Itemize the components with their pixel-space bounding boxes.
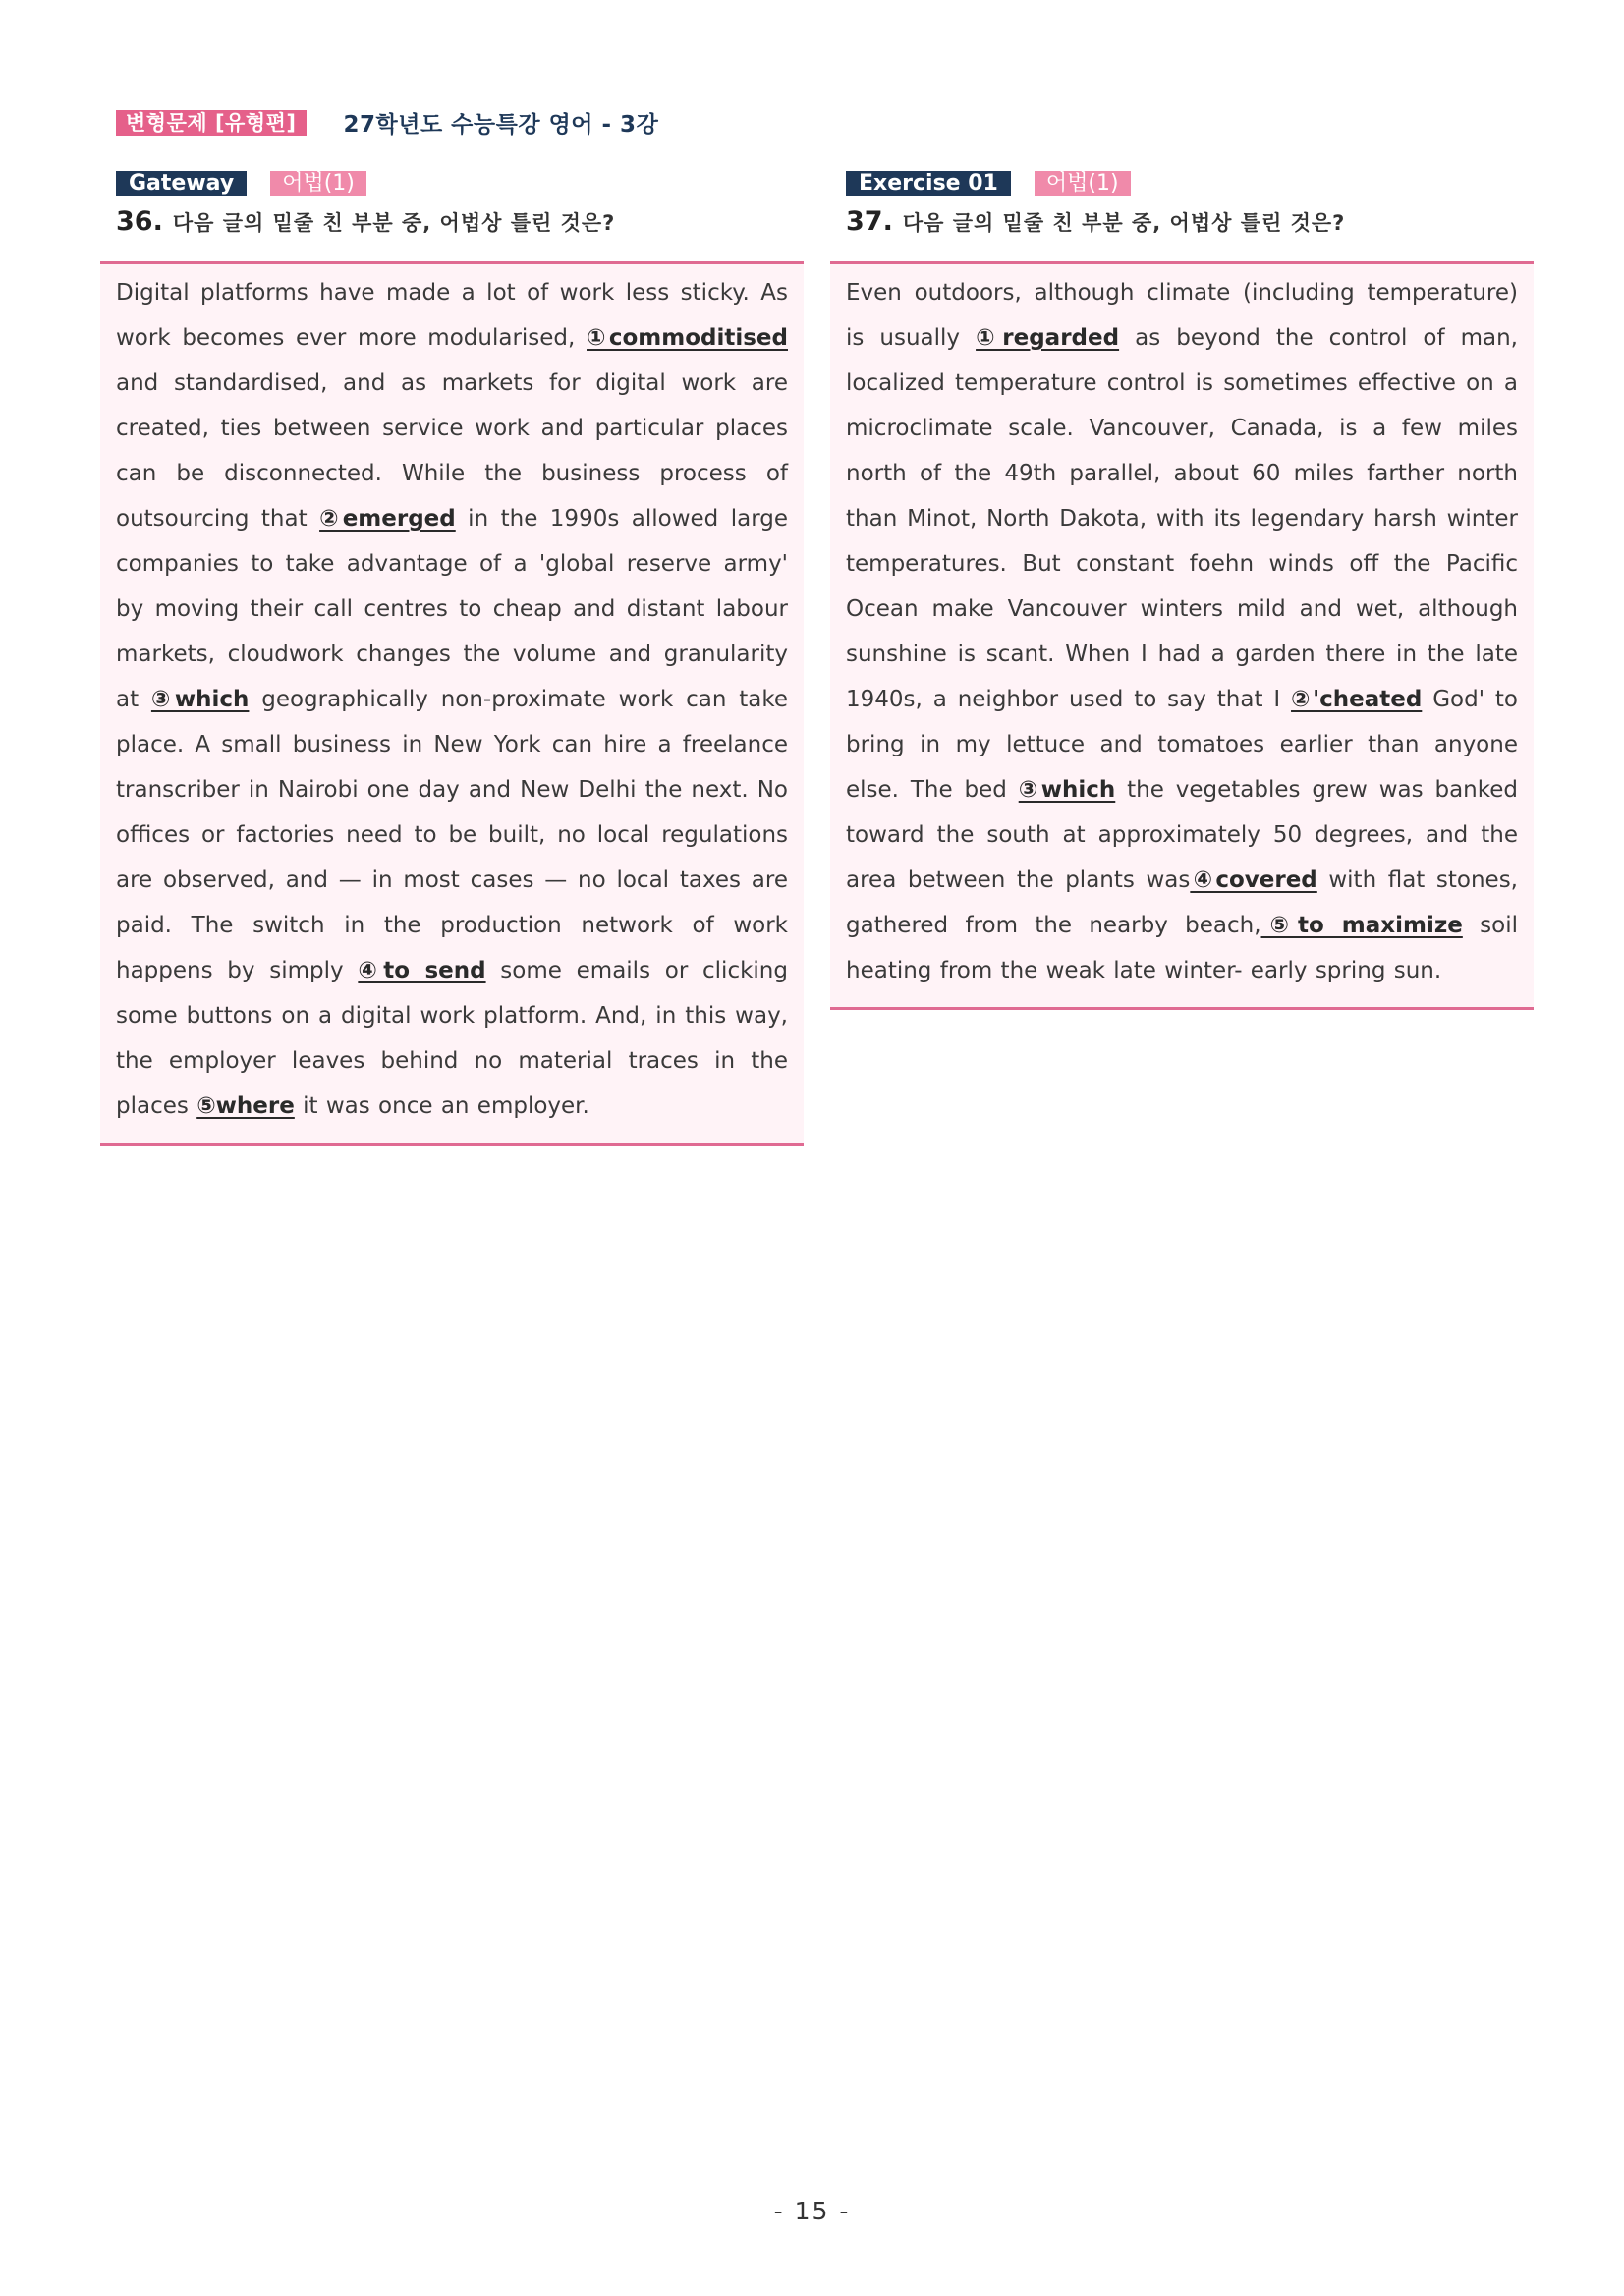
question-text: 다음 글의 밑줄 친 부분 중, 어법상 틀린 것은?	[172, 211, 616, 235]
passage-run: geographically non-proximate work can take place. A small business in New York can hire a freelance transcriber in Nairobi one day and New Delhi the next. No offices or factories need to be built, no local regulations are observed, and — in most cases — no local taxes are paid. The switch in the production network of work happens by simply	[116, 687, 788, 983]
question-36	[100, 171, 804, 1146]
tag-type: Exercise 01	[846, 171, 1011, 196]
tag-category: 어법(1)	[1035, 171, 1131, 196]
tag-type: Gateway	[116, 171, 247, 196]
underlined-choice: ②emerged	[319, 506, 456, 532]
passage-run: some emails or clicking some buttons on a digital work platform. And, in this way, the employer leaves behind no material traces in the places	[116, 958, 788, 1119]
page-title: 27학년도 수능특강 영어 - 3강	[343, 112, 659, 138]
underlined-choice: ③which	[150, 687, 250, 712]
passage-box	[830, 261, 1534, 1010]
passage-run: and standardised, and as markets for digital work are created, ties between service work and particular places can be disconnected. While the business process of outsourcing that	[116, 370, 788, 532]
passage-run: in the 1990s allowed large companies to take advantage of a 'global reserve army' by moving their call centres to cheap and distant labour markets, cloudwork changes the volume and granularity at	[116, 506, 789, 712]
series-badge: 변형문제 [유형편]	[116, 110, 307, 136]
passage-run: soil heating from the weak late winter- early spring sun.	[846, 913, 1518, 983]
passage-run: as beyond the control of man, localized temperature control is sometimes effective on a microclimate scale. Vancouver, Canada, is a few miles north of the 49th parallel, about 60 miles farther north than Minot, North Dakota, with its legendary harsh winter temperatures. But constant foehn winds off the Pacific Ocean make Vancouver winters mild and wet, although sunshine is scant. When I had a garden there in the late 1940s, a neighbor used to say that I	[846, 325, 1518, 712]
passage-box	[100, 261, 804, 1146]
passage-text	[116, 270, 788, 1129]
question-37	[830, 171, 1534, 1010]
underlined-choice: ①commoditised	[587, 325, 788, 351]
passage-run: Digital platforms have made a lot of work less sticky. As work becomes ever more modularised,	[116, 280, 788, 351]
question-prompt	[100, 206, 804, 242]
page-number: - 15 -	[773, 2197, 851, 2225]
underlined-choice: ②'cheated	[1291, 687, 1423, 712]
underlined-choice: ⑤where	[196, 1093, 295, 1119]
underlined-choice: ①regarded	[976, 325, 1120, 351]
passage-text	[846, 270, 1518, 993]
passage-run: with flat stones, gathered from the nearby beach,	[846, 868, 1518, 938]
passage-run: God' to bring in my lettuce and tomatoes earlier than anyone else. The bed	[846, 687, 1518, 803]
tag-category: 어법(1)	[270, 171, 366, 196]
question-tags	[830, 171, 1534, 196]
passage-run: the vegetables grew was banked toward the south at approximately 50 degrees, and the area between the plants was	[846, 777, 1519, 893]
underlined-choice: ④to send	[358, 958, 486, 983]
underlined-choice: ⑤to maximize	[1260, 913, 1463, 938]
underlined-choice: ④covered	[1190, 868, 1317, 893]
question-prompt	[830, 206, 1534, 242]
question-number: 37.	[846, 206, 893, 237]
question-tags	[100, 171, 804, 196]
question-text: 다음 글의 밑줄 친 부분 중, 어법상 틀린 것은?	[902, 211, 1346, 235]
passage-run: it was once an employer.	[294, 1093, 589, 1119]
page-header	[116, 106, 658, 139]
underlined-choice: ③which	[1018, 777, 1116, 803]
question-number: 36.	[116, 206, 163, 237]
passage-run: Even outdoors, although climate (including temperature) is usually	[846, 280, 1518, 351]
